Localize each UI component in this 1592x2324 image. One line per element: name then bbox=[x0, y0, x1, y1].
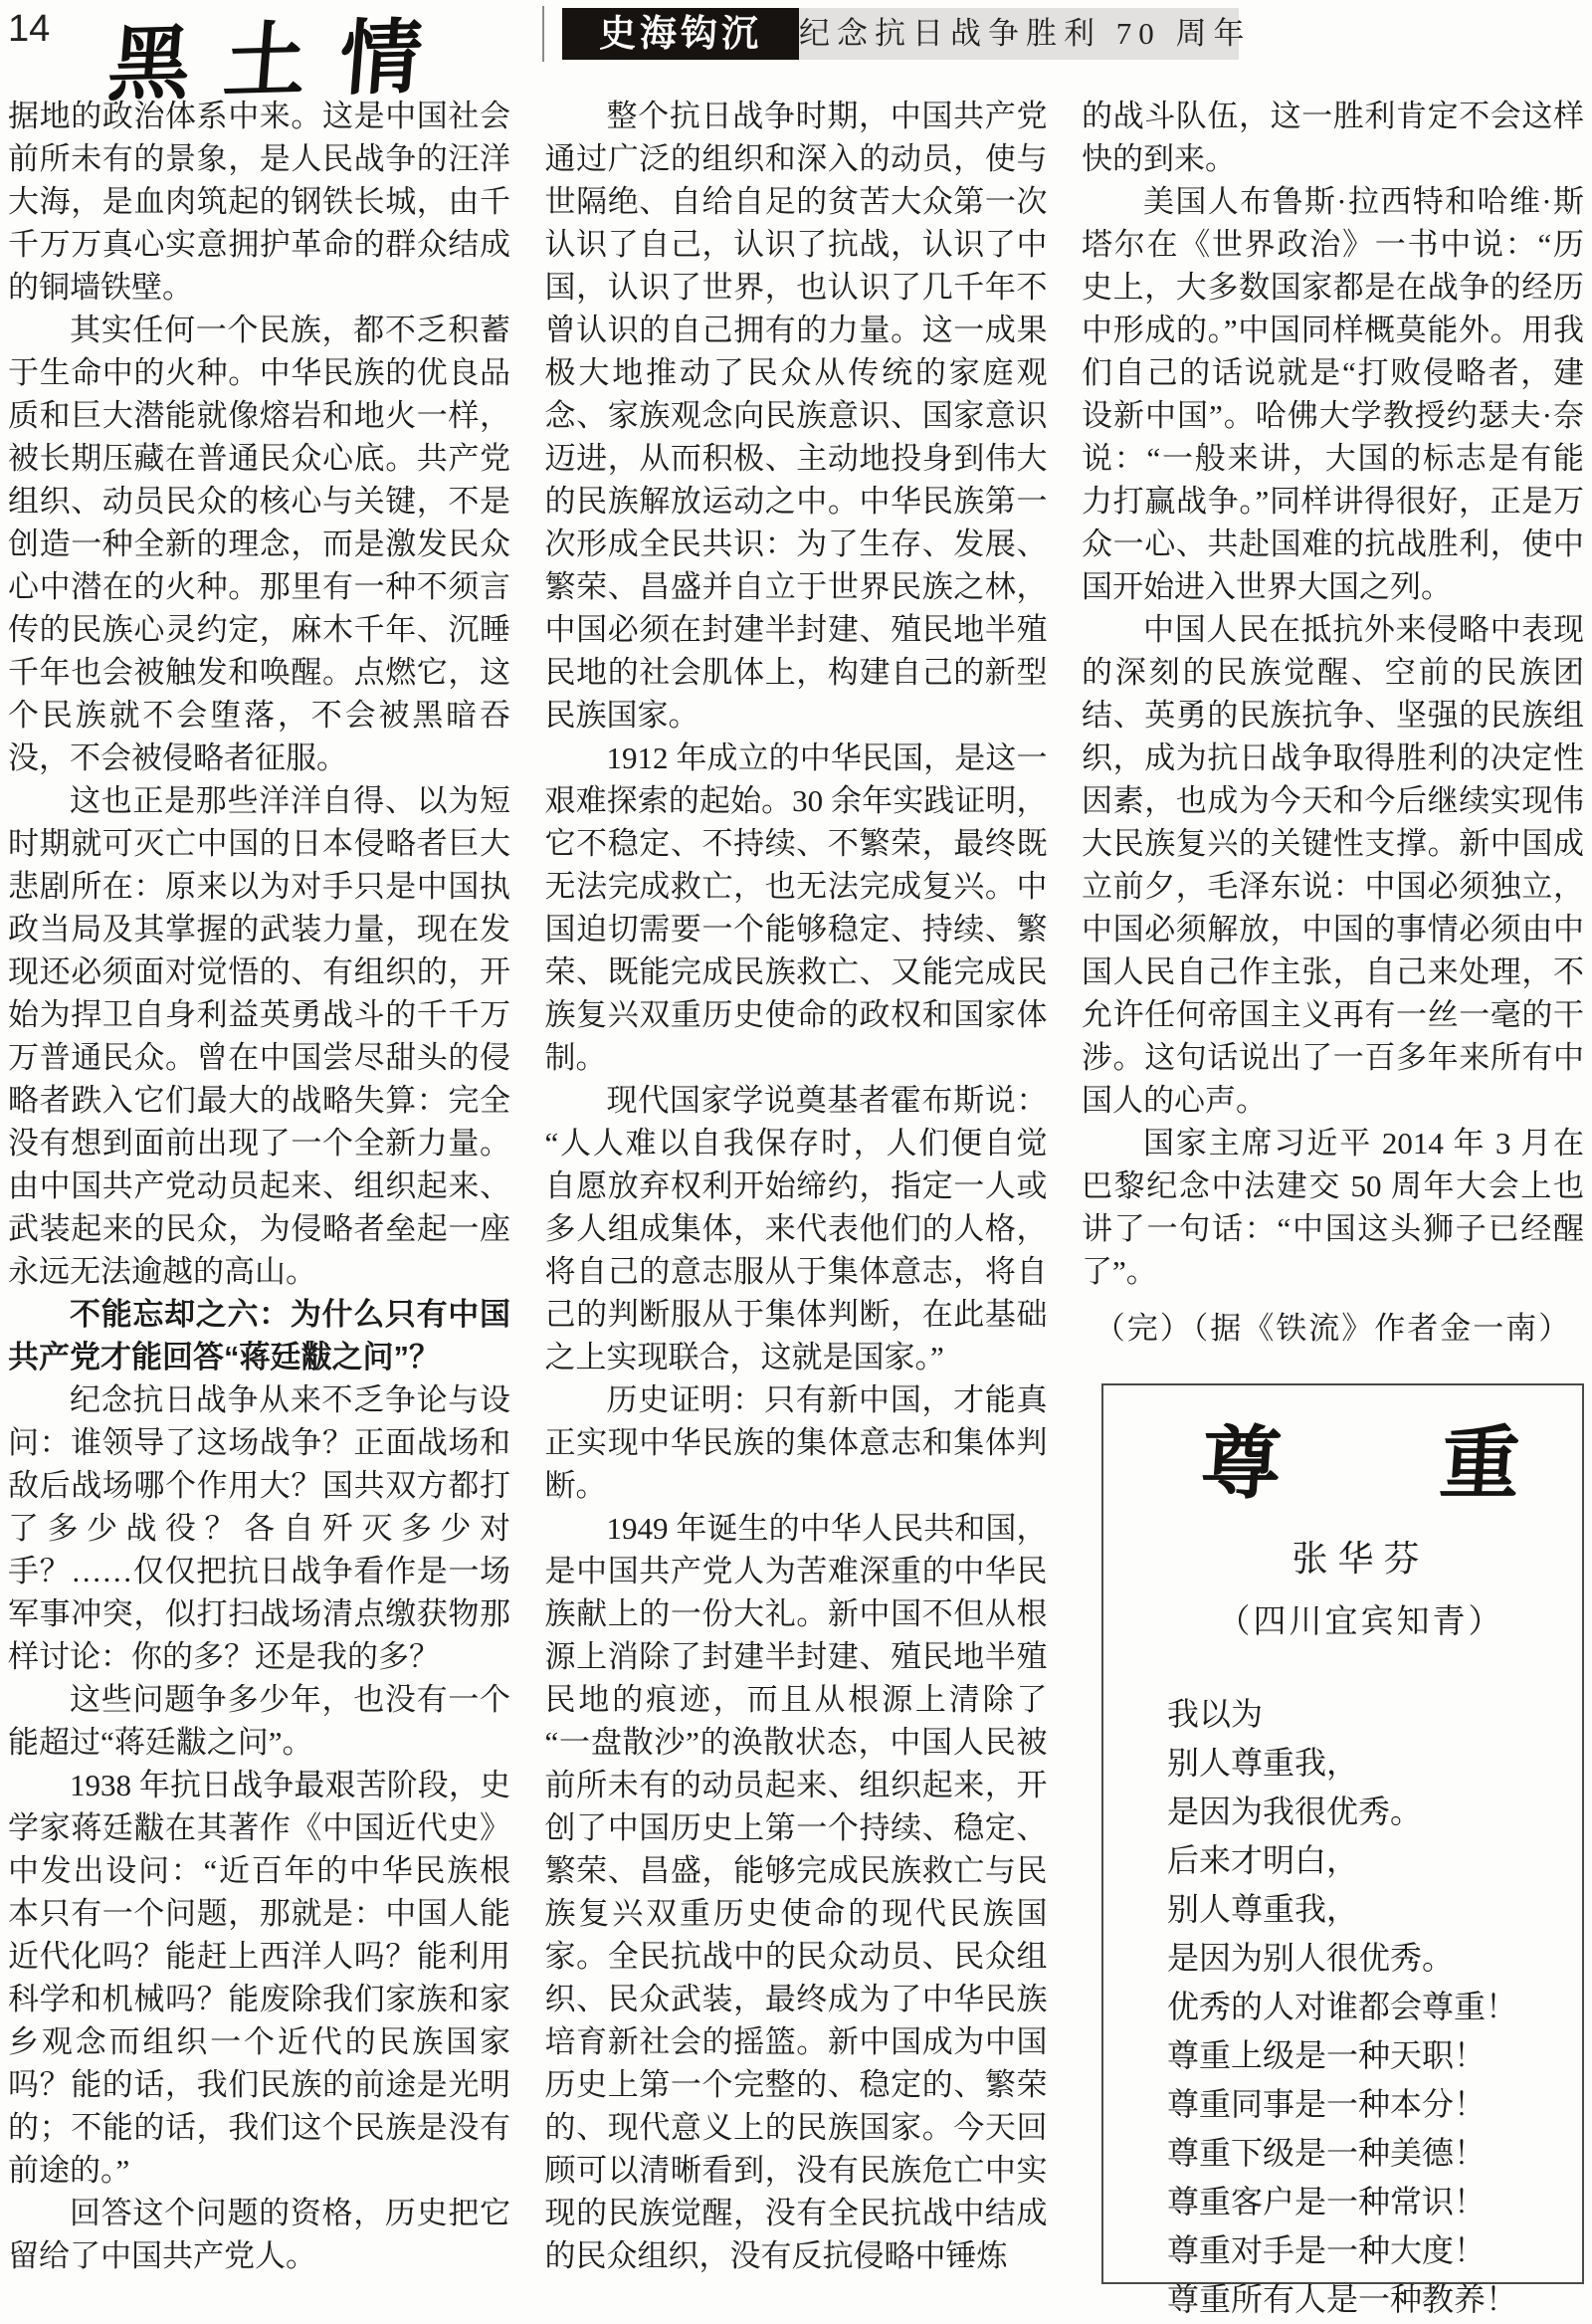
paragraph: 美国人布鲁斯·拉西特和哈维·斯塔尔在《世界政治》一书中说：“历史上，大多数国家都是在战争的经历中形成的。”中国同样概莫能外。用我们自己的话说就是“打败侵略者，建设新中国”。哈佛大学教授约瑟夫·奈说：“一般来讲，大国的标志是有能力打赢战争。”同样讲得很好，正是万众一心、共赴国难的抗战胜利，使中国开始进入世界大国之列。 bbox=[1082, 184, 1584, 604]
paragraph: 中国人民在抵抗外来侵略中表现的深刻的民族觉醒、空前的民族团结、英勇的民族抗争、坚强的民族组织，成为抗日战争取得胜利的决定性因素，也成为今天和今后继续实现伟大民族复兴的关键性支撑。新中国成立前夕，毛泽东说：中国必须独立，中国必须解放，中国的事情必须由中国人民自己作主张，自己来处理，不允许任何帝国主义再有一丝一毫的干涉。这句话说出了一百多年来所有中国人的心声。 bbox=[1082, 612, 1584, 1118]
page-number: 14 bbox=[8, 8, 51, 50]
paragraph: 这些问题争多少年，也没有一个能超过“蒋廷黻之问”。 bbox=[8, 1682, 510, 1760]
column-3 bbox=[1082, 95, 1584, 2317]
poem-author-note: （四川宜宾知青） bbox=[1217, 1604, 1504, 1640]
poem-line: 尊重客户是一种常识！ bbox=[1167, 2184, 1487, 2219]
poem-line: 是因为别人很优秀。 bbox=[1167, 1940, 1455, 1976]
column-3-text bbox=[1082, 95, 1584, 1293]
header-divider bbox=[542, 6, 544, 62]
poem-line: 尊重所有人是一种教养！ bbox=[1167, 2281, 1518, 2317]
section-label: 史海钩沉 bbox=[562, 8, 799, 60]
paragraph: 这也正是那些洋洋自得、以为短时期就可灭亡中国的日本侵略者巨大悲剧所在：原来以为对手只是中国执政当局及其掌握的武装力量，现在发现还必须面对觉悟的、有组织的，开始为捍卫自身利益英勇战斗的千千万万普通民众。曾在中国尝尽甜头的侵略者跌入它们最大的战略失算：完全没有想到面前出现了一个全新力量。由中国共产党动员起来、组织起来、武装起来的民众，为侵略者垒起一座永远无法逾越的高山。 bbox=[8, 783, 510, 1289]
masthead-logo: 黑土情 bbox=[104, 11, 460, 111]
paragraph: 1949 年诞生的中华人民共和国，是中国共产党人为苦难深重的中华民族献上的一份大礼。新中国不但从根源上消除了封建半封建、殖民地半殖民地的痕迹，而且从根源上清除了“一盘散沙”的涣散状态，中国人民被前所未有的动员起来、组织起来，开创了中国历史上第一个持续、稳定、繁荣、昌盛，能够完成民族救亡与民族复兴双重历史使命的现代民族国家。全民抗战中的民众动员、民众组织、民众武装，最终成为了中华民族培育新社会的摇篮。新中国成为中国历史上第一个完整的、稳定的、繁荣的、现代意义上的民族国家。今天回顾可以清晰看到，没有民族危亡中实现的民族觉醒，没有全民抗战中结成的民众组织，没有反抗侵略中锤炼 bbox=[544, 1511, 1048, 2273]
article-columns bbox=[8, 95, 1584, 2317]
column-1 bbox=[8, 95, 510, 2286]
paragraph: 的战斗队伍，这一胜利肯定不会这样快的到来。 bbox=[1082, 99, 1584, 176]
paragraph: 整个抗日战争时期，中国共产党通过广泛的组织和深入的动员，使与世隔绝、自给自足的贫苦大众第一次认识了自己，认识了抗战，认识了中国，认识了世界，也认识了几千年不曾认识的自己拥有的力量。这一成果极大地推动了民众从传统的家庭观念、家族观念向民族意识、国家意识迈进，从而积极、主动地投身到伟大的民族解放运动之中。中华民族第一次形成全民共识：为了生存、发展、繁荣、昌盛并自立于世界民族之林，中国必须在封建半封建、殖民地半殖民地的社会肌体上，构建自己的新型民族国家。 bbox=[544, 99, 1048, 733]
poem-line: 尊重同事是一种本分！ bbox=[1167, 2086, 1487, 2122]
header-banner: 纪念抗日战争胜利 70 周年 bbox=[799, 8, 1239, 60]
paragraph: 1938 年抗日战争最艰苦阶段，史学家蒋廷黻在其著作《中国近代史》中发出设问：“近百年的中华民族根本只有一个问题，那就是：中国人能近代化吗？能赶上西洋人吗？能利用科学和机械吗？能废除我们家族和家乡观念而组织一个近代的民族国家吗？能的话，我们民族的前途是光明的；不能的话，我们这个民族是没有前途的。” bbox=[8, 1768, 510, 2188]
paragraph: 1912 年成立的中华民国，是这一艰难探索的起始。30 余年实践证明，它不稳定、不持续、不繁荣，最终既无法完成救亡，也无法完成复兴。中国迫切需要一个能够稳定、持续、繁荣、既能完成民族救亡、又能完成民族复兴双重历史使命的政权和国家体制。 bbox=[544, 740, 1048, 1075]
paragraph: 国家主席习近平 2014 年 3 月在巴黎纪念中法建交 50 周年大会上也讲了一句话：“中国这头狮子已经醒了”。 bbox=[1082, 1126, 1584, 1289]
paragraph: 据地的政治体系中来。这是中国社会前所未有的景象，是人民战争的汪洋大海，是血肉筑起的钢铁长城，由千千万万真心实意拥护革命的群众结成的铜墙铁壁。 bbox=[8, 99, 510, 305]
poem-line: 尊重下级是一种美德！ bbox=[1167, 2135, 1487, 2171]
poem-line: 我以为 bbox=[1167, 1696, 1264, 1732]
poem-line: 优秀的人对谁都会尊重！ bbox=[1167, 1989, 1518, 2024]
paragraph: 回答这个问题的资格，历史把它留给了中国共产党人。 bbox=[8, 2196, 510, 2273]
article-attribution: （完）（据《铁流》作者金一南） bbox=[1094, 1311, 1572, 1346]
poem-line: 别人尊重我， bbox=[1167, 1745, 1359, 1781]
poem-line: 尊重上级是一种天职！ bbox=[1167, 2037, 1487, 2073]
poem-title: 尊 重 bbox=[1198, 1421, 1523, 1509]
paragraph: 现代国家学说奠基者霍布斯说：“人人难以自我保存时，人们便自觉自愿放弃权利开始缔约，指定一人或多人组成集体，来代表他们的人格，将自己的意志服从于集体意志，将自己的判断服从于集体判断，在此基础之上实现联合，这就是国家。” bbox=[544, 1083, 1048, 1374]
paragraph: 不能忘却之六：为什么只有中国共产党才能回答“蒋廷黻之问”？ bbox=[8, 1297, 510, 1374]
poem-line: 尊重对手是一种大度！ bbox=[1167, 2232, 1487, 2268]
poem-line: 后来才明白， bbox=[1167, 1842, 1359, 1878]
poem-author: 张华芬 bbox=[1292, 1539, 1430, 1579]
poem-box bbox=[1101, 1383, 1584, 2317]
page-header bbox=[0, 0, 1592, 111]
paragraph: 其实任何一个民族，都不乏积蓄于生命中的火种。中华民族的优良品质和巨大潜能就像熔岩和地火一样，被长期压藏在普通民众心底。共产党组织、动员民众的核心与关键，不是创造一种全新的理念，而是激发民众心中潜在的火种。那里有一种不须言传的民族心灵约定，麻木千年、沉睡千年也会被触发和唤醒。点燃它，这个民族就不会堕落，不会被黑暗吞没，不会被侵略者征服。 bbox=[8, 313, 510, 775]
poem-lines bbox=[1167, 1690, 1554, 2324]
column-2 bbox=[545, 95, 1048, 2286]
poem-line: 别人尊重我， bbox=[1167, 1891, 1359, 1927]
poem-line: 是因为我很优秀。 bbox=[1167, 1794, 1423, 1829]
paragraph: 纪念抗日战争从来不乏争论与设问：谁领导了这场战争？正面战场和敌后战场哪个作用大？国共双方都打了多少战役？各自歼灭多少对手？……仅仅把抗日战争看作是一场军事冲突，似打扫战场清点缴获物那样讨论：你的多？还是我的多？ bbox=[8, 1382, 510, 1674]
paragraph: 历史证明：只有新中国，才能真正实现中华民族的集体意志和集体判断。 bbox=[544, 1382, 1048, 1503]
